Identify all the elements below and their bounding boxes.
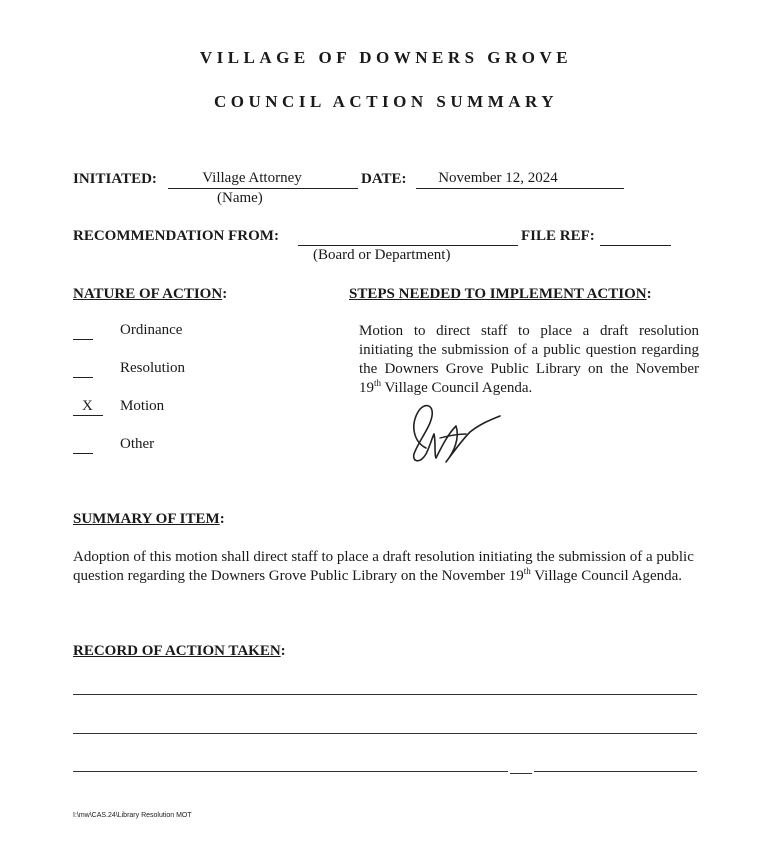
record-line-3c [534, 771, 697, 772]
record-line-3b [510, 773, 532, 774]
initiated-value: Village Attorney [202, 170, 302, 186]
date-value: November 12, 2024 [438, 170, 558, 186]
initiated-label: INITIATED: [73, 171, 157, 187]
recommendation-caption: (Board or Department) [313, 247, 451, 263]
file-ref-label: FILE REF: [521, 228, 595, 244]
option-other-label: Other [120, 436, 155, 452]
footer-file-path: I:\mw\CAS.24\Library Resolution MOT [73, 812, 192, 819]
nature-of-action-heading: NATURE OF ACTION: [73, 286, 228, 302]
initiated-caption: (Name) [217, 190, 263, 206]
steps-heading: STEPS NEEDED TO IMPLEMENT ACTION: [349, 286, 652, 302]
option-ordinance-blank [73, 339, 93, 340]
record-line-3a [73, 771, 508, 772]
option-resolution-label: Resolution [120, 360, 186, 376]
date-underline [416, 188, 624, 189]
record-line-2 [73, 733, 697, 734]
record-line-1 [73, 694, 697, 695]
summary-text: Adoption of this motion shall direct staff to place a draft resolution initiating the submission of a public question regarding the Downers Grove Public Library on the November 19th Village Council Agenda. [73, 549, 694, 584]
option-motion-mark: X [82, 398, 93, 414]
file-ref-underline [600, 245, 671, 246]
option-other-blank [73, 453, 93, 454]
option-motion-blank [73, 415, 103, 416]
document-subtitle: COUNCIL ACTION SUMMARY [214, 92, 558, 111]
summary-heading: SUMMARY OF ITEM: [73, 511, 225, 527]
option-motion-label: Motion [120, 398, 165, 414]
record-heading: RECORD OF ACTION TAKEN: [73, 643, 286, 659]
document-title: VILLAGE OF DOWNERS GROVE [199, 48, 573, 67]
signature-mark [400, 398, 510, 470]
steps-text: Motion to direct staff to place a draft resolution initiating the submission of a public question regarding the Downers Grove Public Library on the November 19th Village Council Agenda. [359, 323, 699, 396]
date-label: DATE: [361, 171, 407, 187]
option-resolution-blank [73, 377, 93, 378]
option-ordinance-label: Ordinance [120, 322, 183, 338]
recommendation-label: RECOMMENDATION FROM: [73, 228, 279, 244]
recommendation-underline [298, 245, 518, 246]
initiated-underline [168, 188, 358, 189]
